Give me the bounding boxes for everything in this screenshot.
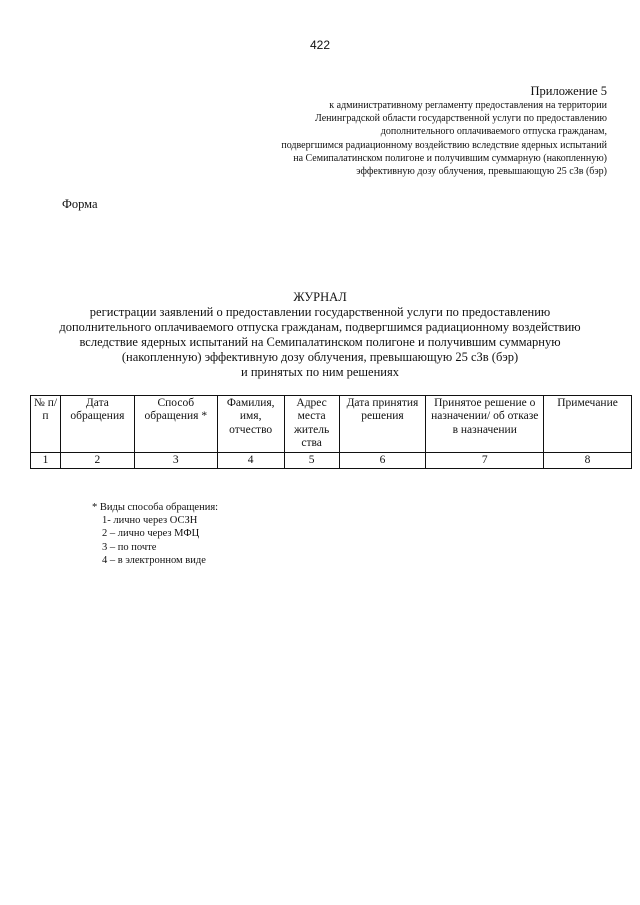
journal-heading <box>0 290 640 380</box>
table-header-row <box>31 396 632 453</box>
table-cell: 4 <box>217 452 284 468</box>
table-number-row <box>31 452 632 468</box>
footnote-item: 1- лично через ОСЗН <box>102 515 198 527</box>
header-cell-method: Способ обращения * <box>134 396 217 453</box>
header-cell-address: Адрес места житель ства <box>284 396 339 453</box>
appendix-line: эффективную дозу облучения, превышающую 25 сЗв (бэр) <box>356 166 607 178</box>
forma-label: Форма <box>62 197 98 211</box>
table-cell: 2 <box>60 452 134 468</box>
footnote-title: * Виды способа обращения: <box>92 502 219 513</box>
appendix-line: Ленинградской области государственной услуги по предоставлению <box>315 113 607 125</box>
footnote-item: 4 – в электронном виде <box>102 554 206 566</box>
table-cell: 6 <box>339 452 426 468</box>
appendix-line: дополнительного оплачиваемого отпуска гражданам, <box>380 126 607 138</box>
header-cell-decision: Принятое решение о назначении/ об отказе в назначении <box>426 396 544 453</box>
table-cell: 7 <box>426 452 544 468</box>
journal-subtitle-line: и принятых по ним решениях <box>241 365 399 379</box>
header-cell-note: Примечание <box>544 396 632 453</box>
footnote-item: 3 – по почте <box>102 541 157 553</box>
table-cell: 5 <box>284 452 339 468</box>
header-cell-name: Фамилия, имя, отчество <box>217 396 284 453</box>
page-number: 422 <box>309 38 331 52</box>
footnote <box>92 501 218 567</box>
header-cell-decision-date: Дата принятия решения <box>339 396 426 453</box>
appendix-line: на Семипалатинском полигоне и получившим суммарную (накопленную) <box>293 152 607 164</box>
table-cell: 8 <box>544 452 632 468</box>
appendix-line: к административному регламенту предоставления на территории <box>329 100 607 111</box>
header-cell-number: № п/п <box>31 396 61 453</box>
footnote-item: 2 – лично через МФЦ <box>102 528 200 540</box>
header-cell-date: Дата обращения <box>60 396 134 453</box>
appendix-line: подвергшимся радиационному воздействию вследствие ядерных испытаний <box>281 139 607 151</box>
journal-subtitle-line: дополнительного оплачиваемого отпуска гражданам, подвергшимся радиационному воздействию <box>59 320 581 334</box>
appendix-title: Приложение 5 <box>530 84 607 98</box>
appendix-subtitle <box>187 99 607 178</box>
journal-subtitle-line: (накопленную) эффективную дозу облучения, превышающую 25 сЗв (бэр) <box>121 350 519 364</box>
journal-title: ЖУРНАЛ <box>293 290 347 304</box>
journal-table <box>30 395 632 469</box>
table-cell: 3 <box>134 452 217 468</box>
table-cell: 1 <box>31 452 61 468</box>
journal-subtitle-line: регистрации заявлений о предоставлении государственной услуги по предоставлению <box>89 305 551 319</box>
journal-subtitle-line: вследствие ядерных испытаний на Семипалатинском полигоне и получившим суммарную <box>79 335 561 349</box>
